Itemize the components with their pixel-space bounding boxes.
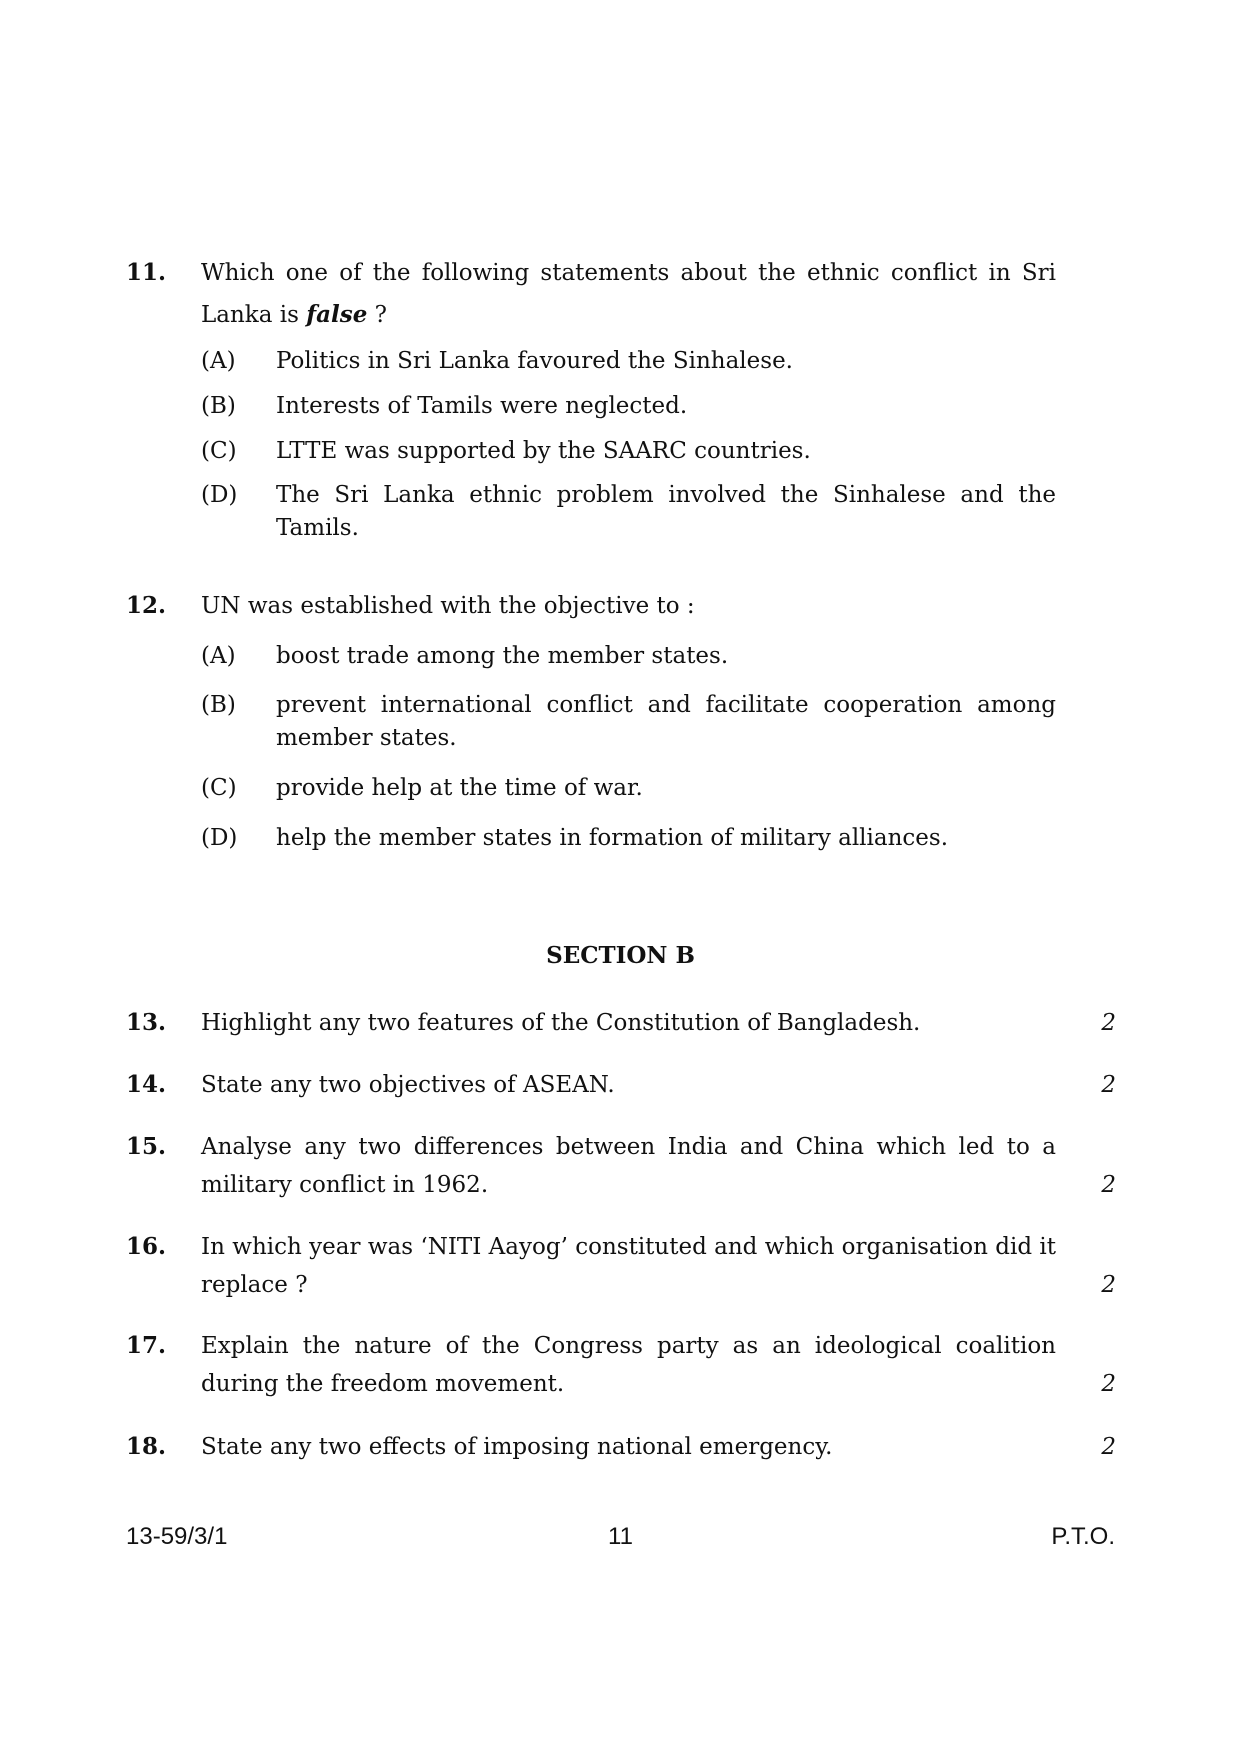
page-number: 11 xyxy=(608,1523,633,1550)
question-number: 13. xyxy=(126,1009,167,1036)
option-text: Interests of Tamils were neglected. xyxy=(276,393,688,419)
option-a xyxy=(201,344,1116,378)
option-text: help the member states in formation of military alliances. xyxy=(276,825,949,851)
question-14 xyxy=(126,1066,1116,1104)
question-number: 12. xyxy=(126,592,167,619)
question-number: 18. xyxy=(126,1433,167,1460)
option-label: (A) xyxy=(201,643,236,669)
question-number: 11. xyxy=(126,259,167,286)
question-text xyxy=(201,252,1056,336)
question-text: Analyse any two differences between India and China which led to a military conflict in 1962. xyxy=(201,1134,1056,1198)
question-11 xyxy=(126,252,1116,545)
option-label: (C) xyxy=(201,775,237,801)
question-text-part: Which one of the following statements about the ethnic conflict in Sri Lanka is xyxy=(201,260,1056,328)
question-13 xyxy=(126,1004,1116,1042)
option-b xyxy=(201,389,1116,423)
option-d xyxy=(201,821,1116,855)
question-text: State any two effects of imposing national emergency. xyxy=(201,1434,833,1460)
option-b xyxy=(201,689,1116,755)
option-a xyxy=(201,639,1116,673)
option-text: prevent international conflict and facilitate cooperation among member states. xyxy=(276,692,1056,751)
option-label: (C) xyxy=(201,438,237,464)
question-12 xyxy=(126,585,1116,855)
option-text: provide help at the time of war. xyxy=(276,775,643,801)
question-text-part: ? xyxy=(367,302,388,328)
option-text: boost trade among the member states. xyxy=(276,643,729,669)
question-16 xyxy=(126,1228,1116,1304)
question-text: In which year was ‘NITI Aayog’ constituted and which organisation did it replace ? xyxy=(201,1234,1056,1298)
option-d xyxy=(201,479,1116,545)
paper-code: 13-59/3/1 xyxy=(126,1523,228,1550)
marks: 2 xyxy=(1101,1371,1116,1397)
option-label: (D) xyxy=(201,482,238,508)
option-label: (B) xyxy=(201,692,236,718)
option-label: (A) xyxy=(201,348,236,374)
question-18 xyxy=(126,1428,1116,1466)
question-text: Explain the nature of the Congress party as an ideological coalition during the freedom movement. xyxy=(201,1333,1056,1397)
question-17 xyxy=(126,1327,1116,1403)
question-text: Highlight any two features of the Constitution of Bangladesh. xyxy=(201,1010,921,1036)
emphasis-word: false xyxy=(306,301,368,328)
option-c xyxy=(201,771,1116,805)
marks: 2 xyxy=(1101,1072,1116,1098)
question-number: 16. xyxy=(126,1233,167,1260)
option-c xyxy=(201,434,1116,468)
option-label: (B) xyxy=(201,393,236,419)
question-text: State any two objectives of ASEAN. xyxy=(201,1072,615,1098)
question-text: UN was established with the objective to : xyxy=(201,593,695,619)
section-heading: SECTION B xyxy=(546,942,695,969)
marks: 2 xyxy=(1101,1272,1116,1298)
marks: 2 xyxy=(1101,1434,1116,1460)
option-text: The Sri Lanka ethnic problem involved the Sinhalese and the Tamils. xyxy=(276,482,1056,541)
please-turn-over: P.T.O. xyxy=(1051,1523,1115,1550)
question-number: 15. xyxy=(126,1133,167,1160)
option-label: (D) xyxy=(201,825,238,851)
question-number: 14. xyxy=(126,1071,167,1098)
marks: 2 xyxy=(1101,1172,1116,1198)
option-text: LTTE was supported by the SAARC countries. xyxy=(276,438,811,464)
question-15 xyxy=(126,1128,1116,1204)
marks: 2 xyxy=(1101,1010,1116,1036)
question-number: 17. xyxy=(126,1332,167,1359)
option-text: Politics in Sri Lanka favoured the Sinhalese. xyxy=(276,348,793,374)
